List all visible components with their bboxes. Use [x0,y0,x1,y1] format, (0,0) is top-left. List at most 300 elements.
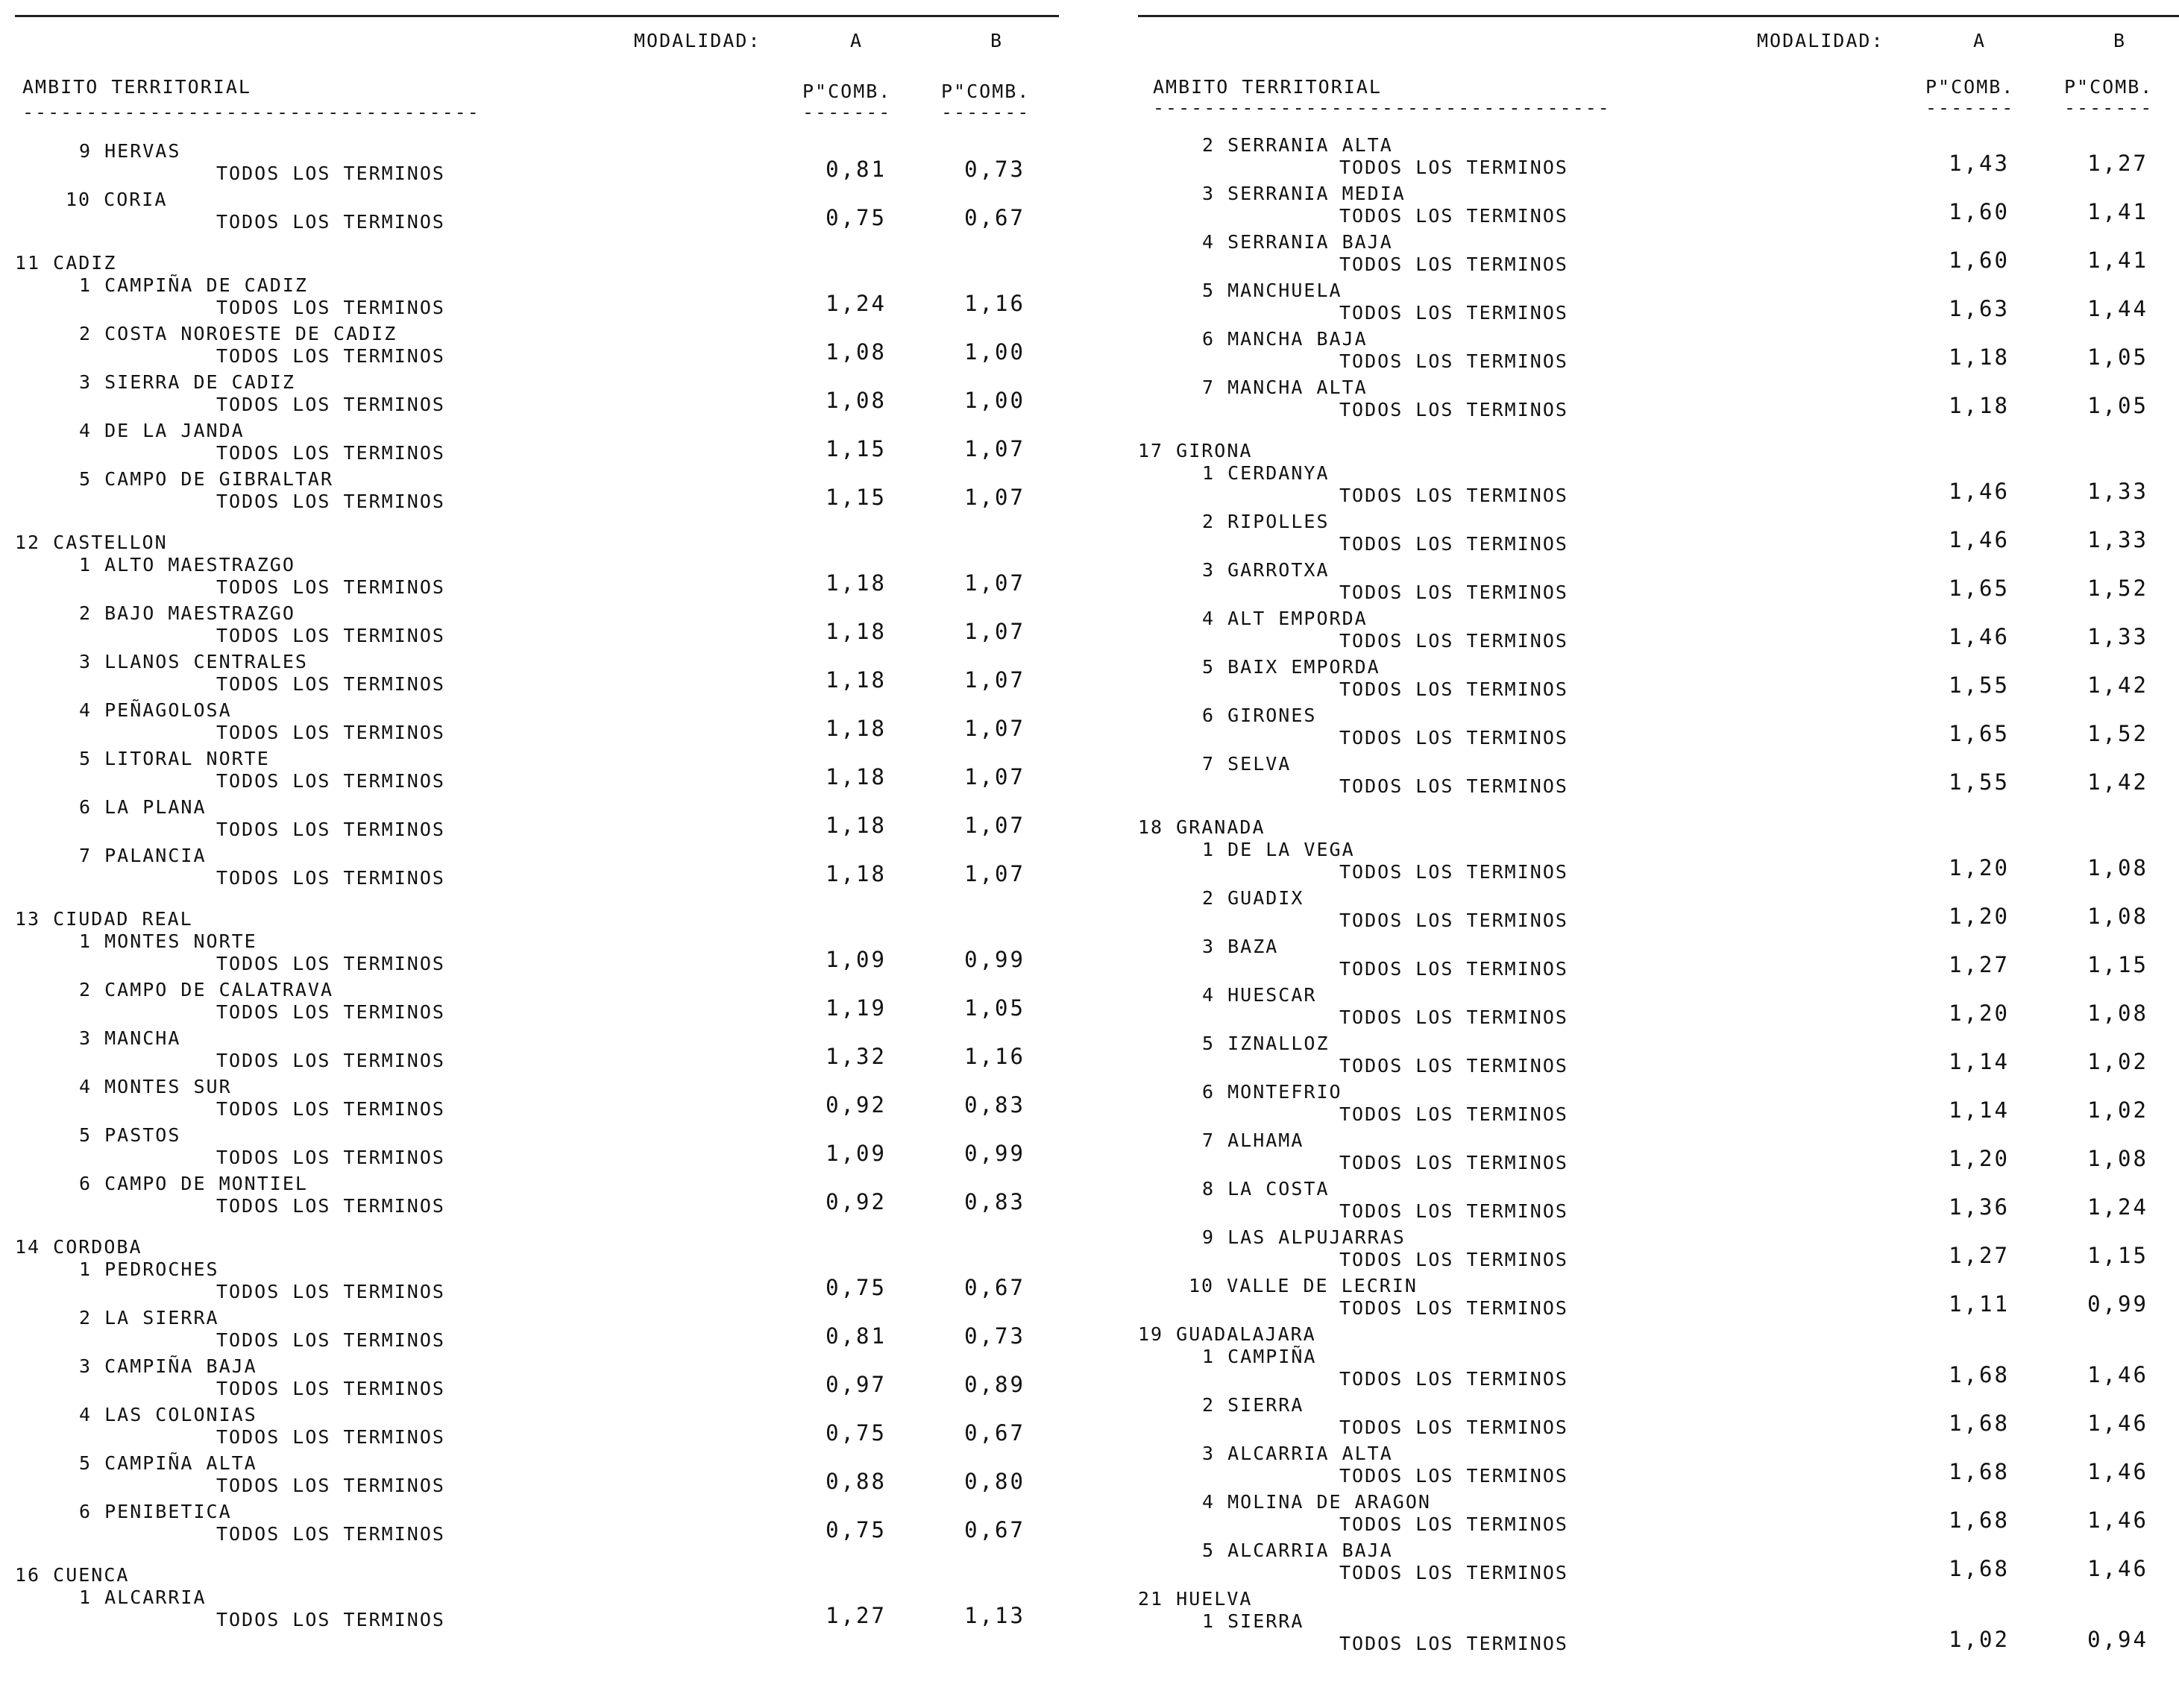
pcomb-a-value: 1,18 [826,861,887,886]
comarca-label: 5 CAMPO DE GIBRALTAR [79,468,334,490]
pcomb-a-value: 1,18 [826,813,887,838]
pcomb-a-value: 1,46 [1949,527,2010,552]
top-rule [15,15,1059,17]
pcomb-a-value: 0,97 [826,1372,887,1397]
pcomb-b-value: 1,46 [2087,1362,2148,1387]
table-row [7,189,1051,237]
pcomb-a-value: 1,60 [1949,199,2010,224]
pcomb-b-value: 1,44 [2087,296,2148,321]
terms-label: TODOS LOS TERMINOS [1339,775,1568,797]
pcomb-b-value: 1,05 [2087,344,2148,370]
comarca-label: 5 LITORAL NORTE [79,748,270,769]
table-row [7,1076,1051,1124]
comarca-label: 2 COSTA NOROESTE DE CADIZ [79,323,397,344]
terms-label: TODOS LOS TERMINOS [216,625,445,646]
pcomb-b-value: 1,07 [964,813,1025,838]
table-row [1131,656,2175,705]
table-row [7,554,1051,602]
comarca-label: 2 GUADIX [1202,887,1304,909]
pcomb-b-value: 1,16 [964,1044,1025,1069]
pcomb-b-value: 0,67 [964,1517,1025,1542]
terms-label: TODOS LOS TERMINOS [1339,1249,1568,1270]
table-row [1131,462,2175,511]
pcomb-a-value: 1,14 [1949,1049,2010,1074]
left-page-column [7,0,1051,1708]
pcomb-b-value: 1,07 [964,861,1025,886]
pcomb-a-value: 1,20 [1949,904,2010,929]
pcomb-a-value: 1,65 [1949,721,2010,746]
comarca-label: 1 PEDROCHES [79,1258,219,1280]
terms-label: TODOS LOS TERMINOS [216,673,445,695]
terms-label: TODOS LOS TERMINOS [216,1609,445,1630]
top-rule [1138,15,2179,17]
terms-label: TODOS LOS TERMINOS [1339,1055,1568,1077]
terms-label: TODOS LOS TERMINOS [1339,302,1568,324]
pcomb-a-value: 1,46 [1949,479,2010,504]
table-row [7,1027,1051,1076]
table-row [1131,183,2175,231]
pcomb-b-underline: ------- [941,101,1031,123]
column-b-header: B [990,30,1004,51]
province-label: 16 CUENCA [15,1564,130,1586]
table-row [7,1307,1051,1355]
section-gap [7,1549,1051,1564]
pcomb-a-value: 1,27 [1949,952,2010,977]
table-row [7,1501,1051,1549]
table-row [7,796,1051,845]
comarca-label: 3 BAZA [1202,936,1279,957]
table-row [7,748,1051,796]
table-row [7,699,1051,748]
terms-label: TODOS LOS TERMINOS [216,442,445,464]
pcomb-b-value: 1,07 [964,619,1025,644]
comarca-label: 6 MONTEFRIO [1202,1081,1342,1103]
table-row [7,1404,1051,1452]
table-row [1131,280,2175,328]
comarca-label: 3 GARROTXA [1202,559,1330,581]
pcomb-b-value: 1,08 [2087,855,2148,880]
table-row [7,1258,1051,1307]
table-row [1131,984,2175,1033]
ambito-territorial-header: AMBITO TERRITORIAL [22,76,251,98]
terms-label: TODOS LOS TERMINOS [1339,157,1568,178]
comarca-label: 1 MONTES NORTE [79,930,257,952]
pcomb-b-value: 1,00 [964,339,1025,365]
pcomb-b-value: 0,89 [964,1372,1025,1397]
pcomb-b-value: 0,67 [964,1420,1025,1446]
table-row [7,323,1051,371]
comarca-label: 5 ALCARRIA BAJA [1202,1540,1393,1561]
terms-label: TODOS LOS TERMINOS [216,953,445,974]
terms-label: TODOS LOS TERMINOS [1339,1465,1568,1487]
pcomb-a-value: 1,15 [826,436,887,461]
pcomb-b-value: 1,41 [2087,199,2148,224]
province-heading [1131,816,2175,839]
province-heading [1131,440,2175,462]
terms-label: TODOS LOS TERMINOS [216,491,445,512]
table-row [1131,1346,2175,1394]
terms-label: TODOS LOS TERMINOS [216,1378,445,1399]
pcomb-b-value: 1,15 [2087,1243,2148,1268]
pcomb-b-underline: ------- [2064,97,2154,119]
pcomb-b-value: 1,08 [2087,904,2148,929]
comarca-label: 3 LLANOS CENTRALES [79,651,308,672]
pcomb-a-value: 1,19 [826,995,887,1021]
table-row [1131,511,2175,559]
pcomb-b-value: 0,80 [964,1469,1025,1494]
pcomb-a-value: 1,55 [1949,769,2010,795]
pcomb-a-value: 1,18 [826,764,887,790]
pcomb-a-value: 1,27 [826,1603,887,1628]
comarca-label: 2 BAJO MAESTRAZGO [79,602,295,624]
pcomb-b-header: P"COMB. [941,81,1031,102]
table-row [1131,559,2175,608]
pcomb-b-value: 1,41 [2087,248,2148,273]
pcomb-b-value: 0,73 [964,157,1025,182]
table-row [1131,1081,2175,1129]
pcomb-b-value: 1,07 [964,667,1025,693]
pcomb-a-header: P"COMB. [1925,76,2015,98]
pcomb-b-value: 1,33 [2087,479,2148,504]
comarca-label: 7 PALANCIA [79,845,207,866]
comarca-label: 5 BAIX EMPORDA [1202,656,1380,678]
pcomb-b-value: 0,94 [2087,1627,2148,1652]
pcomb-a-header: P"COMB. [802,81,892,102]
terms-label: TODOS LOS TERMINOS [216,394,445,415]
pcomb-a-underline: ------- [802,101,892,123]
terms-label: TODOS LOS TERMINOS [1339,958,1568,980]
comarca-label: 2 RIPOLLES [1202,511,1330,532]
comarca-label: 4 DE LA JANDA [79,420,245,441]
province-label: 17 GIRONA [1138,440,1253,461]
pcomb-a-value: 1,20 [1949,1000,2010,1026]
pcomb-a-value: 1,18 [826,716,887,741]
territory-list [7,140,1051,1635]
comarca-label: 1 DE LA VEGA [1202,839,1355,860]
comarca-label: 9 HERVAS [79,140,181,162]
pcomb-a-value: 1,18 [826,667,887,693]
comarca-label: 5 PASTOS [79,1124,181,1146]
pcomb-b-value: 1,02 [2087,1049,2148,1074]
table-row [7,468,1051,517]
pcomb-b-value: 0,99 [964,1141,1025,1166]
comarca-label: 9 LAS ALPUJARRAS [1202,1226,1406,1248]
pcomb-a-value: 1,14 [1949,1097,2010,1123]
province-heading [7,1236,1051,1258]
comarca-label: 2 LA SIERRA [79,1307,219,1329]
comarca-label: 3 MANCHA [79,1027,181,1049]
comarca-label: 4 ALT EMPORDA [1202,608,1368,629]
table-row [7,1452,1051,1501]
table-row [1131,936,2175,984]
province-heading [1131,1588,2175,1610]
pcomb-b-value: 1,33 [2087,527,2148,552]
comarca-label: 3 ALCARRIA ALTA [1202,1443,1393,1464]
comarca-label: 4 PEÑAGOLOSA [79,699,232,721]
terms-label: TODOS LOS TERMINOS [216,1001,445,1023]
header-underline: ------------------------------------ [22,101,480,123]
terms-label: TODOS LOS TERMINOS [1339,1006,1568,1028]
terms-label: TODOS LOS TERMINOS [1339,1152,1568,1173]
table-row [1131,608,2175,656]
table-row [1131,1394,2175,1443]
pcomb-b-value: 1,15 [2087,952,2148,977]
table-row [7,274,1051,323]
province-heading [7,252,1051,274]
pcomb-a-value: 1,08 [826,339,887,365]
table-row [7,1173,1051,1221]
pcomb-b-value: 0,99 [2087,1291,2148,1317]
pcomb-a-value: 0,81 [826,1323,887,1349]
terms-label: TODOS LOS TERMINOS [216,1098,445,1120]
modalidad-label: MODALIDAD: [634,30,761,51]
pcomb-a-value: 1,18 [1949,344,2010,370]
terms-label: TODOS LOS TERMINOS [216,163,445,184]
pcomb-b-value: 1,27 [2087,151,2148,176]
terms-label: TODOS LOS TERMINOS [216,1329,445,1351]
table-row [7,140,1051,189]
pcomb-a-value: 1,18 [826,619,887,644]
pcomb-b-value: 1,07 [964,485,1025,510]
comarca-label: 1 CERDANYA [1202,462,1330,484]
pcomb-a-value: 1,27 [1949,1243,2010,1268]
pcomb-b-value: 1,05 [2087,393,2148,418]
pcomb-b-value: 1,42 [2087,769,2148,795]
table-row [1131,753,2175,801]
terms-label: TODOS LOS TERMINOS [1339,350,1568,372]
comarca-label: 8 LA COSTA [1202,1178,1330,1200]
comarca-label: 2 SERRANIA ALTA [1202,134,1393,156]
table-row [1131,1491,2175,1540]
province-heading [1131,1323,2175,1346]
comarca-label: 1 CAMPIÑA [1202,1346,1317,1367]
table-row [7,420,1051,468]
pcomb-b-value: 1,07 [964,436,1025,461]
terms-label: TODOS LOS TERMINOS [1339,1633,1568,1654]
province-label: 14 CORDOBA [15,1236,142,1258]
comarca-label: 4 LAS COLONIAS [79,1404,257,1425]
comarca-label: 3 SIERRA DE CADIZ [79,371,295,393]
pcomb-b-value: 1,52 [2087,721,2148,746]
table-row [1131,1610,2175,1659]
pcomb-a-value: 0,81 [826,157,887,182]
terms-label: TODOS LOS TERMINOS [216,819,445,840]
pcomb-a-value: 1,20 [1949,1146,2010,1171]
terms-label: TODOS LOS TERMINOS [1339,727,1568,749]
pcomb-b-value: 1,46 [2087,1507,2148,1533]
terms-label: TODOS LOS TERMINOS [216,1523,445,1545]
comarca-label: 2 SIERRA [1202,1394,1304,1416]
pcomb-a-value: 1,63 [1949,296,2010,321]
table-row [7,371,1051,420]
pcomb-a-value: 1,68 [1949,1362,2010,1387]
terms-label: TODOS LOS TERMINOS [1339,253,1568,275]
terms-label: TODOS LOS TERMINOS [216,1195,445,1217]
pcomb-b-value: 1,46 [2087,1556,2148,1581]
comarca-label: 7 SELVA [1202,753,1292,775]
comarca-label: 1 ALTO MAESTRAZGO [79,554,295,576]
province-label: 12 CASTELLON [15,532,168,553]
column-a-header: A [850,30,864,51]
comarca-label: 10 CORIA [66,189,168,210]
pcomb-b-value: 1,24 [2087,1194,2148,1220]
comarca-label: 4 SERRANIA BAJA [1202,231,1393,253]
pcomb-a-value: 1,09 [826,947,887,972]
pcomb-a-value: 0,75 [826,1517,887,1542]
terms-label: TODOS LOS TERMINOS [1339,582,1568,603]
terms-label: TODOS LOS TERMINOS [216,770,445,792]
table-row [1131,231,2175,280]
terms-label: TODOS LOS TERMINOS [216,722,445,743]
comarca-label: 4 MONTES SUR [79,1076,232,1097]
terms-label: TODOS LOS TERMINOS [1339,533,1568,555]
pcomb-b-value: 1,33 [2087,624,2148,649]
comarca-label: 4 HUESCAR [1202,984,1317,1006]
pcomb-b-value: 1,07 [964,570,1025,596]
pcomb-b-value: 1,02 [2087,1097,2148,1123]
table-row [7,845,1051,893]
table-row [1131,1275,2175,1323]
pcomb-b-value: 1,46 [2087,1459,2148,1484]
terms-label: TODOS LOS TERMINOS [1339,205,1568,227]
comarca-label: 4 MOLINA DE ARAGON [1202,1491,1431,1513]
table-row [1131,839,2175,887]
terms-label: TODOS LOS TERMINOS [1339,1416,1568,1438]
ambito-territorial-header: AMBITO TERRITORIAL [1153,76,1382,98]
pcomb-a-value: 1,68 [1949,1411,2010,1436]
pcomb-a-value: 1,24 [826,291,887,316]
province-label: 11 CADIZ [15,252,117,274]
province-label: 18 GRANADA [1138,816,1265,838]
province-heading [7,532,1051,554]
comarca-label: 1 SIERRA [1202,1610,1304,1632]
pcomb-a-value: 1,65 [1949,576,2010,601]
terms-label: TODOS LOS TERMINOS [1339,1200,1568,1222]
pcomb-a-value: 1,18 [826,570,887,596]
table-row [7,1124,1051,1173]
comarca-label: 7 MANCHA ALTA [1202,376,1368,398]
comarca-label: 10 VALLE DE LECRIN [1189,1275,1418,1296]
header-underline: ------------------------------------ [1153,97,1611,119]
pcomb-a-value: 1,02 [1949,1627,2010,1652]
pcomb-b-value: 1,13 [964,1603,1025,1628]
section-gap [7,517,1051,532]
comarca-label: 6 PENIBETICA [79,1501,232,1522]
pcomb-a-value: 1,11 [1949,1291,2010,1317]
comarca-label: 3 CAMPIÑA BAJA [79,1355,257,1377]
section-gap [7,893,1051,908]
table-row [1131,1226,2175,1275]
table-row [7,602,1051,651]
terms-label: TODOS LOS TERMINOS [216,1426,445,1448]
table-row [1131,328,2175,376]
pcomb-b-value: 1,46 [2087,1411,2148,1436]
territory-list [1131,134,2175,1659]
pcomb-b-value: 0,83 [964,1092,1025,1118]
pcomb-a-value: 1,15 [826,485,887,510]
pcomb-b-value: 1,52 [2087,576,2148,601]
pcomb-a-value: 1,09 [826,1141,887,1166]
table-row [1131,887,2175,936]
table-row [1131,1033,2175,1081]
terms-label: TODOS LOS TERMINOS [216,1147,445,1168]
pcomb-a-value: 0,75 [826,1275,887,1300]
comarca-label: 5 MANCHUELA [1202,280,1342,301]
table-row [7,979,1051,1027]
terms-label: TODOS LOS TERMINOS [1339,1513,1568,1535]
pcomb-b-value: 1,42 [2087,672,2148,698]
terms-label: TODOS LOS TERMINOS [1339,678,1568,700]
terms-label: TODOS LOS TERMINOS [1339,1368,1568,1390]
pcomb-a-underline: ------- [1925,97,2015,119]
terms-label: TODOS LOS TERMINOS [1339,861,1568,883]
province-label: 13 CIUDAD REAL [15,908,193,930]
pcomb-b-value: 1,08 [2087,1000,2148,1026]
terms-label: TODOS LOS TERMINOS [1339,630,1568,652]
pcomb-b-value: 1,05 [964,995,1025,1021]
terms-label: TODOS LOS TERMINOS [216,297,445,318]
terms-label: TODOS LOS TERMINOS [1339,399,1568,420]
section-gap [7,237,1051,252]
terms-label: TODOS LOS TERMINOS [216,1475,445,1496]
table-row [7,1355,1051,1404]
pcomb-b-value: 1,16 [964,291,1025,316]
comarca-label: 5 CAMPIÑA ALTA [79,1452,257,1474]
pcomb-a-value: 0,92 [826,1189,887,1214]
terms-label: TODOS LOS TERMINOS [216,1050,445,1071]
pcomb-b-value: 1,08 [2087,1146,2148,1171]
pcomb-b-header: P"COMB. [2064,76,2154,98]
section-gap [1131,425,2175,440]
pcomb-a-value: 1,55 [1949,672,2010,698]
pcomb-a-value: 0,75 [826,205,887,230]
comarca-label: 6 CAMPO DE MONTIEL [79,1173,308,1194]
table-row [1131,134,2175,183]
comarca-label: 6 GIRONES [1202,705,1317,726]
comarca-label: 1 ALCARRIA [79,1586,207,1608]
province-heading [7,1564,1051,1586]
pcomb-a-value: 1,46 [1949,624,2010,649]
table-row [1131,1178,2175,1226]
pcomb-a-value: 1,43 [1949,151,2010,176]
pcomb-a-value: 1,18 [1949,393,2010,418]
column-a-header: A [1973,30,1987,51]
table-row [7,1586,1051,1635]
comarca-label: 6 LA PLANA [79,796,207,818]
province-heading [7,908,1051,930]
table-row [1131,1443,2175,1491]
pcomb-a-value: 1,68 [1949,1459,2010,1484]
pcomb-b-value: 0,83 [964,1189,1025,1214]
section-gap [7,1221,1051,1236]
table-row [1131,1540,2175,1588]
pcomb-b-value: 1,07 [964,716,1025,741]
pcomb-a-value: 1,32 [826,1044,887,1069]
section-gap [1131,801,2175,816]
pcomb-a-value: 0,75 [826,1420,887,1446]
pcomb-a-value: 1,68 [1949,1507,2010,1533]
table-row [7,651,1051,699]
terms-label: TODOS LOS TERMINOS [216,211,445,233]
pcomb-b-value: 1,07 [964,764,1025,790]
pcomb-b-value: 0,67 [964,205,1025,230]
pcomb-b-value: 1,00 [964,388,1025,413]
pcomb-a-value: 1,68 [1949,1556,2010,1581]
comarca-label: 5 IZNALLOZ [1202,1033,1330,1054]
province-label: 19 GUADALAJARA [1138,1323,1316,1345]
terms-label: TODOS LOS TERMINOS [1339,1562,1568,1583]
terms-label: TODOS LOS TERMINOS [216,1281,445,1302]
